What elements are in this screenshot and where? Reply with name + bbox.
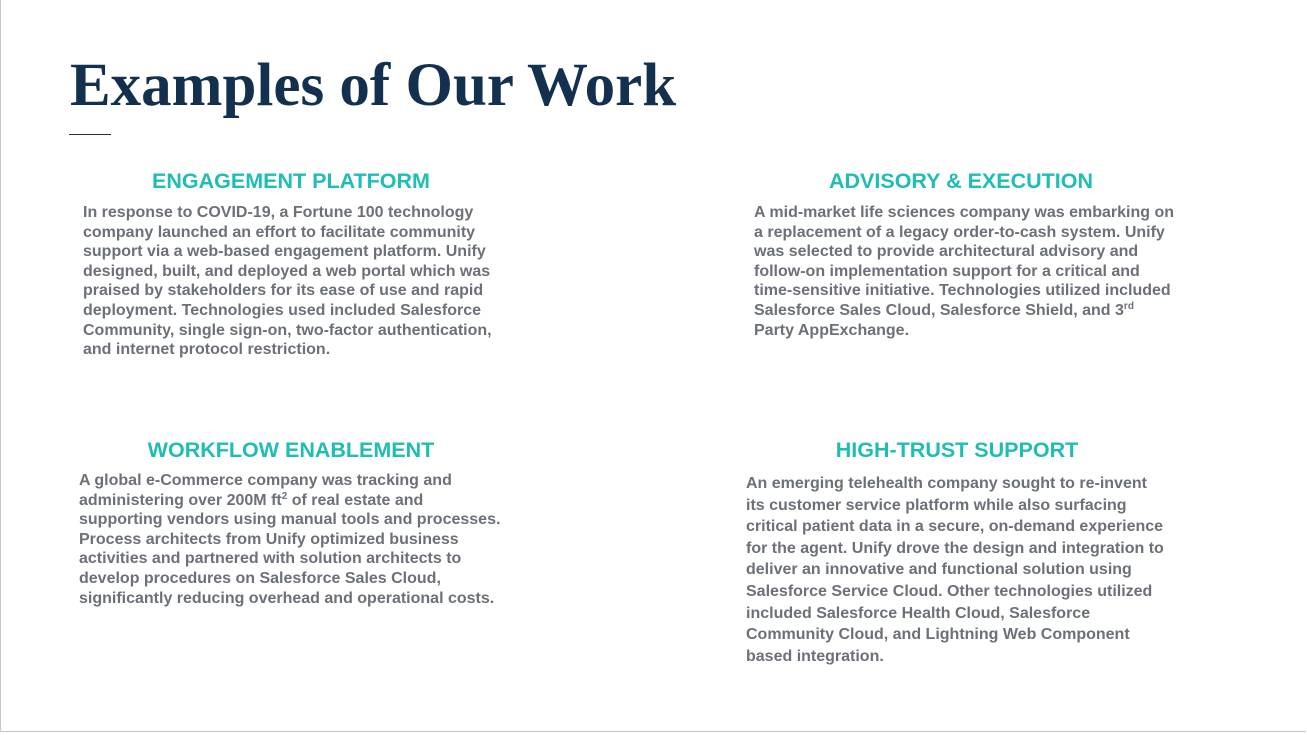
card-body-text: A mid-market life sciences company was embarking on a replacement of a legacy order-to-cash system. Unify was selected to provide architectural advisory and follow-on implementation support for a critical and time-sensitive initiative. Technologies utilized included Salesforce Sales Cloud, Salesforce Shield, and 3 [754,204,1174,319]
card-heading: HIGH-TRUST SUPPORT [835,438,1079,462]
card-heading: WORKFLOW ENABLEMENT [147,438,435,462]
card-body-text-end: Party AppExchange. [754,321,910,339]
card-body-text: A global e-Commerce company was tracking and administering over 200M ft [79,472,452,509]
card-body-text-end: of real estate and supporting vendors using manual tools and processes. Process architects from Unify optimized business activities and partnered with solution architects to develop procedures on Salesforce Sales Cloud, significantly reducing overhead and operational costs. [79,491,501,607]
card-heading: ENGAGEMENT PLATFORM [152,169,430,193]
title-underline [69,134,111,135]
card-body: In response to COVID-19, a Fortune 100 technology company launched an effort to facilitate community support via a web-based engagement platform. Unify designed, built, and deployed a web portal which was praised by stakeholders for its ease of use and rapid deployment. Technologies used included Salesforce Community, single sign-on, two-factor authentication, and internet protocol restriction. [83,204,492,359]
superscript: rd [1123,300,1134,312]
card-heading: ADVISORY & EXECUTION [828,169,1093,193]
card-body: An emerging telehealth company sought to re-invent its customer service platform while also surfacing critical patient data in a secure, on-demand experience for the agent. Unify drove the design and integration to deliver an innovative and functional solution using Salesforce Service Cloud. Other technologies utilized included Salesforce Health Cloud, Salesforce Community Cloud, and Lightning Web Component based integration. [746,475,1164,665]
page-title: Examples of Our Work [70,52,677,119]
superscript: 2 [281,490,288,502]
card-body [79,471,509,608]
card-body [754,203,1174,340]
